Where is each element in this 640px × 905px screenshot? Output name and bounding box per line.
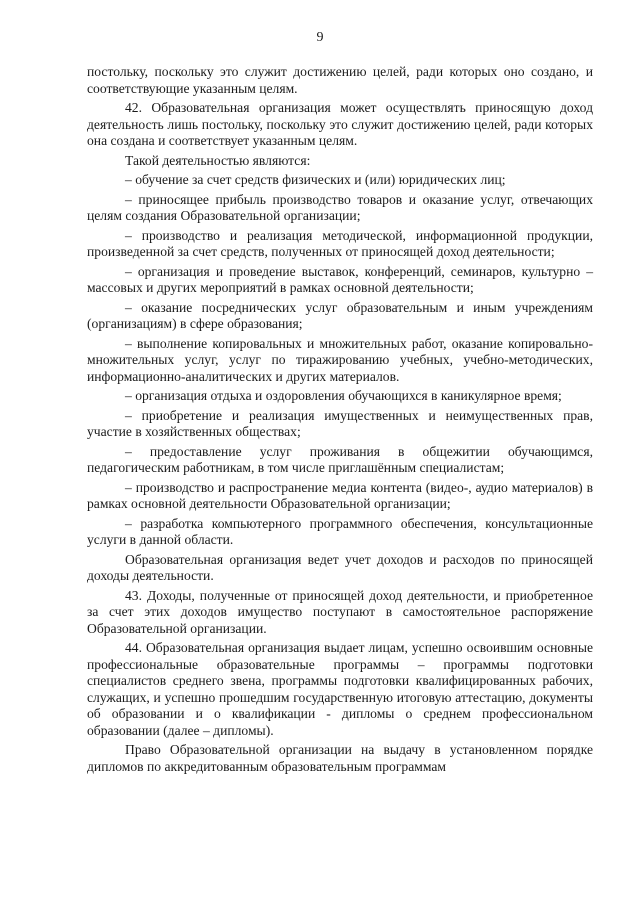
paragraph: – организация отдыха и оздоровления обучающихся в каникулярное время;	[125, 388, 562, 403]
paragraph: – предоставление услуг проживания в общежитии обучающимся, педагогическим работникам, в том числе приглашённым специалистам;	[87, 443, 593, 475]
paragraph: 43. Доходы, полученные от приносящей доход деятельности, и приобретенное за счет этих доходов имущество поступают в самостоятельное распоряжение Образовательной организации.	[87, 587, 593, 636]
paragraph: постольку, поскольку это служит достижению целей, ради которых оно создано, и соответствующие указанным целям.	[87, 64, 593, 96]
paragraph: – оказание посреднических услуг образовательным и иным учреждениям (организациям) в сфере образования;	[87, 299, 593, 331]
paragraph: Образовательная организация ведет учет доходов и расходов по приносящей доходы деятельности.	[87, 551, 593, 583]
paragraph: – приносящее прибыль производство товаров и оказание услуг, отвечающих целям создания Образовательной организации;	[87, 191, 593, 223]
document-body	[87, 64, 593, 775]
paragraph: 44. Образовательная организация выдает лицам, успешно освоившим основные профессиональные образовательные программы – программы подготовки специалистов среднего звена, программы подготовки квалифицированных рабочих, служащих, и успешно прошедшим государственную итоговую аттестацию, документы об образовании и о квалификации - дипломы о среднем профессиональном образовании (далее – дипломы).	[87, 640, 593, 738]
paragraph: – выполнение копировальных и множительных работ, оказание копировально-множительных услуг, услуг по тиражированию учебных, учебно-методических, информационно-аналитических и других материалов.	[87, 335, 593, 384]
paragraph: 42. Образовательная организация может осуществлять приносящую доход деятельность лишь постольку, поскольку это служит достижению целей, ради которых она создана и соответствует указанным целям.	[87, 100, 593, 148]
paragraph: – производство и реализация методической, информационной продукции, произведенной за счет средств, полученных от приносящей доход деятельности;	[87, 227, 593, 259]
paragraph: Право Образовательной организации на выдачу в установленном порядке дипломов по аккредитованным образовательным программам	[87, 742, 593, 774]
paragraph: – разработка компьютерного программного обеспечения, консультационные услуги в данной области.	[87, 515, 593, 547]
page-number: 9	[316, 30, 324, 45]
paragraph: – приобретение и реализация имущественных и неимущественных прав, участие в хозяйственных обществах;	[87, 407, 593, 439]
paragraph: Такой деятельностью являются:	[125, 152, 311, 168]
paragraph: – обучение за счет средств физических и (или) юридических лиц;	[125, 172, 506, 187]
paragraph: – организация и проведение выставок, конференций, семинаров, культурно – массовых и других мероприятий в рамках основной деятельности;	[87, 263, 593, 295]
paragraph: – производство и распространение медиа контента (видео-, аудио материалов) в рамках основной деятельности Образовательной организации;	[87, 479, 593, 511]
